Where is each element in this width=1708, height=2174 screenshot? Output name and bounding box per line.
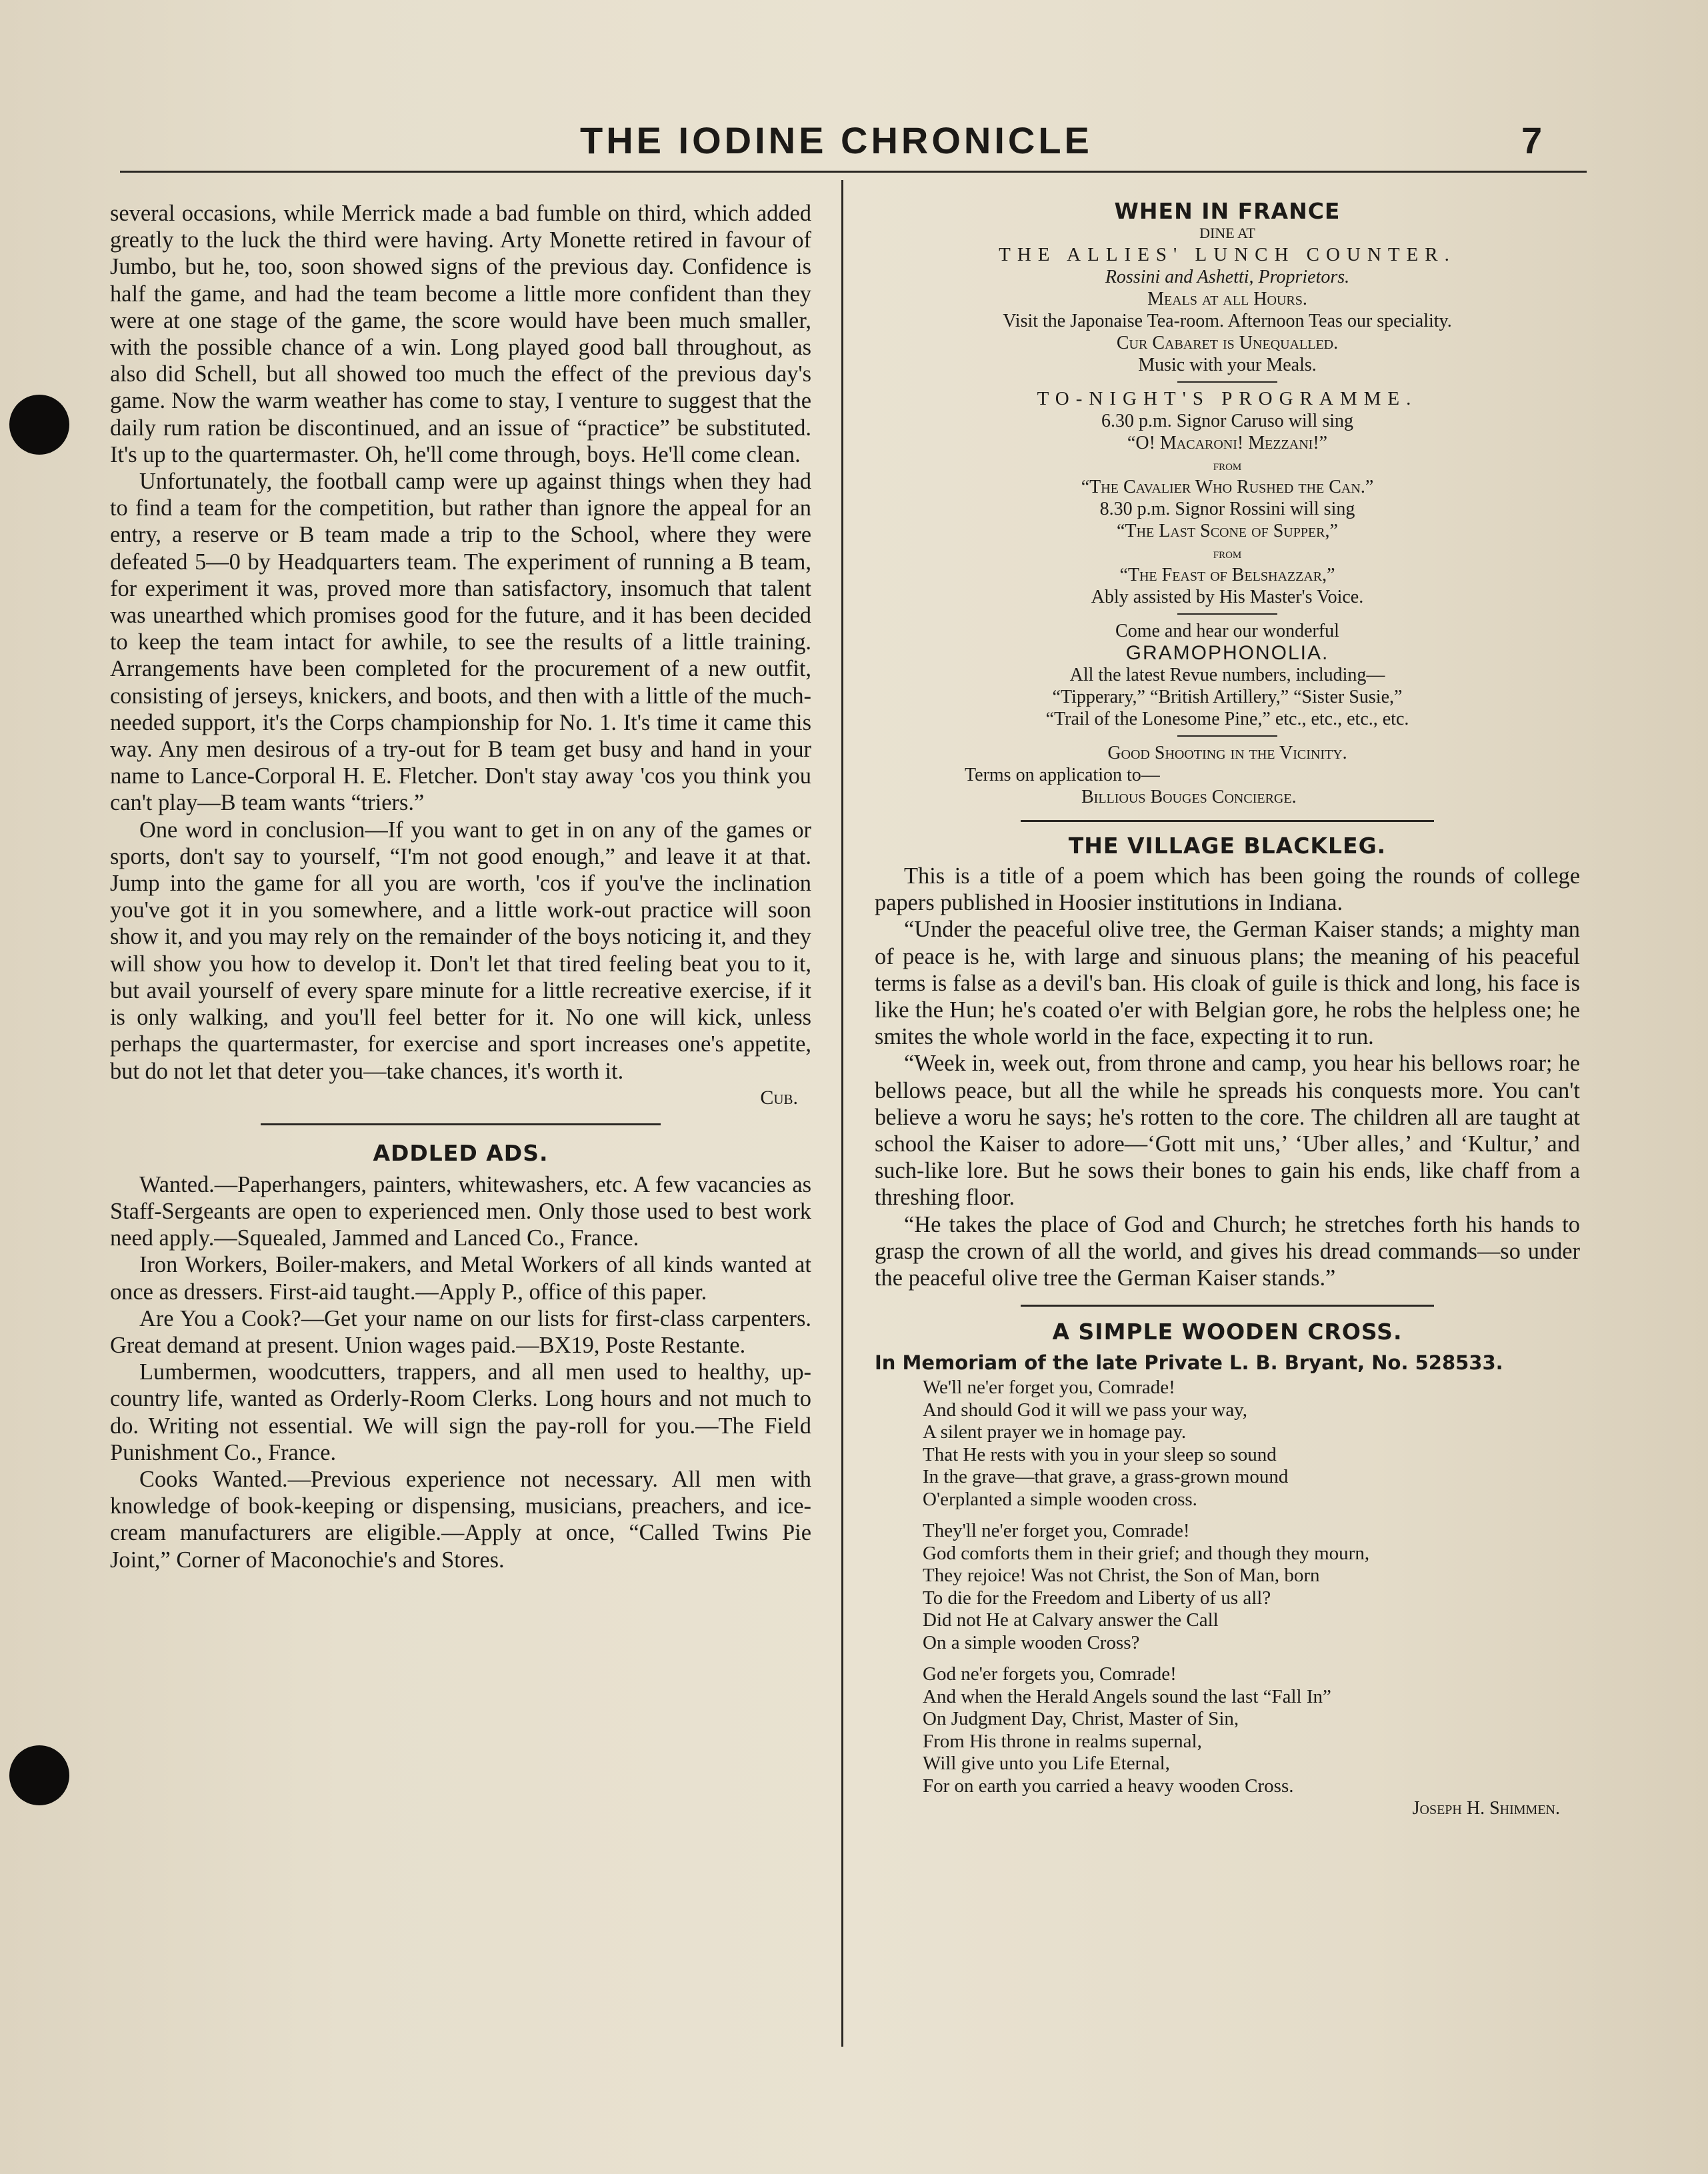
programme-title: TO-NIGHT'S PROGRAMME.: [1037, 388, 1418, 409]
wooden-cross-poem: [875, 1319, 1580, 1820]
poem-line: And when the Herald Angels sound the last “Fall In”: [923, 1685, 1331, 1707]
restaurant-name: THE ALLIES' LUNCH COUNTER.: [999, 244, 1456, 265]
column-divider: [841, 180, 843, 2047]
page-number: 7: [1521, 119, 1543, 161]
programme-line: “The Last Scone of Supper,”: [1117, 521, 1338, 541]
article-signature: Cub.: [760, 1086, 798, 1109]
poem-body: [923, 1377, 1580, 1820]
poem-line: To die for the Freedom and Liberty of us all?: [923, 1587, 1271, 1609]
article-paragraph: “He takes the place of God and Church; he stretches forth his hands to grasp the crown of all the world, and gives his dread commands—so under the peaceful olive tree the German Kaiser stands.”: [875, 1211, 1580, 1291]
ad-paragraph: Cooks Wanted.—Previous experience not necessary. All men with knowledge of book-keeping or dispensing, musicians, preachers, and ice-cream manufacturers are eligible.—Apply at once, “Called Twins Pie Joint,” Corner of Maconochie's and Stores.: [110, 1466, 811, 1573]
poem-line: O'erplanted a simple wooden cross.: [923, 1488, 1197, 1510]
article-paragraph: “Week in, week out, from throne and camp, you hear his bellows roar; he bellows peace, but all the while he spreads his conquests more. You can't believe a woru he says; he's rotten to the core. The children all are taught at school the Kaiser to adore—‘Gott mit uns,’ ‘Uber alles,’ and ‘Kultur,’ and such-like lore. But he sows their bones to gain his ends, like chaff from a threshing floor.: [875, 1051, 1580, 1211]
binder-hole: [9, 395, 69, 455]
poem-line: They'll ne'er forget you, Comrade!: [923, 1520, 1190, 1542]
programme-line: from: [1213, 457, 1242, 473]
gramophone-line: GRAMOPHONOLIA.: [1125, 642, 1329, 664]
poem-line: In the grave—that grave, a grass-grown mound: [923, 1466, 1289, 1488]
cabaret-line: Cur Cabaret is Unequalled.: [1116, 333, 1339, 353]
concierge-line: Billious Bouges Concierge.: [1081, 787, 1297, 807]
poem-line: For on earth you carried a heavy wooden Cross.: [923, 1775, 1294, 1797]
village-blackleg-title: THE VILLAGE BLACKLEG.: [1068, 833, 1387, 859]
poem-stanza: [923, 1663, 1580, 1797]
right-column: [875, 200, 1580, 1820]
programme-line: 6.30 p.m. Signor Caruso will sing: [1101, 411, 1353, 431]
ornament-rule: [1177, 381, 1277, 383]
poem-line: On a simple wooden Cross?: [923, 1631, 1140, 1653]
masthead-title: THE IODINE CHRONICLE: [580, 119, 1093, 161]
ad-paragraph: Lumbermen, woodcutters, trappers, and all men used to healthy, up-country life, wanted as Orderly-Room Clerks. Long hours and not much to do. Writing not essential. We will sign the pay-roll for you.—The Field Punishment Co., France.: [110, 1359, 811, 1465]
addled-ads-title: ADDLED ADS.: [373, 1139, 549, 1166]
france-advertisement: [875, 200, 1580, 808]
poem-line: Did not He at Calvary answer the Call: [923, 1609, 1219, 1631]
shooting-line: Good Shooting in the Vicinity.: [1107, 743, 1347, 763]
ornament-rule: [1177, 735, 1277, 737]
poem-line: That He rests with you in your sleep so sound: [923, 1443, 1277, 1465]
revue-line: “Trail of the Lonesome Pine,” etc., etc., etc., etc.: [1045, 709, 1409, 729]
poem-author: Joseph H. Shimmen.: [1412, 1798, 1560, 1819]
come-hear-line: Come and hear our wonderful: [1115, 621, 1339, 641]
village-blackleg-article: [875, 833, 1580, 1291]
france-ad-title: WHEN IN FRANCE: [1114, 198, 1341, 224]
revue-line: All the latest Revue numbers, including—: [1069, 665, 1385, 685]
ad-paragraph: Are You a Cook?—Get your name on our lists for first-class carpenters. Great demand at present. Union wages paid.—BX19, Poste Restante.: [110, 1305, 811, 1358]
memoriam-subtitle: In Memoriam of the late Private L. B. Bryant, No. 528533.: [875, 1351, 1503, 1375]
poem-line: They rejoice! Was not Christ, the Son of Man, born: [923, 1565, 1320, 1587]
terms-line: Terms on application to—: [965, 765, 1160, 785]
article-paragraph: several occasions, while Merrick made a bad fumble on third, which added greatly to the luck the third were having. Arty Monette retired in favour of Jumbo, but he, too, soon showed signs of the previous day. Confidence is half the game, and had the team become a little more confident than they were at one stage of the game, the score would have been much smaller, with the possible chance of a win. Long played good ball throughout, as also did Schell, but all showed too much the effect of the previous day's game. Now the warm weather has come to stay, I venture to suggest that the daily rum ration be discontinued, and an issue of “practice” be substituted. It's up to the quartermaster. Oh, he'll come through, boys. He'll come clean.: [110, 201, 811, 467]
article-paragraph: Unfortunately, the football camp were up against things when they had to find a team for the competition, but rather than ignore the appeal for an entry, a reserve or B team made a trip to the School, where they were defeated 5—0 by Headquarters team. The experiment of running a B team, for experiment it was, proved more than satisfactory, insomuch that talent was unearthed which promises good for the future, and it has been decided to keep the team intact for awhile, to see the results of a little training. Arrangements have been completed for the procurement of a new outfit, consisting of jerseys, knickers, and boots, and then with a little of the much-needed support, it's the Corps championship for No. 1. It's time it came this way. Any men desirous of a try-out for B team get busy and hand in your name to Lance-Corporal H. E. Fletcher. Don't stay away 'cos you think you can't play—B team wants “triers.”: [110, 469, 811, 816]
poem-line: A silent prayer we in homage pay.: [923, 1421, 1187, 1443]
poem-line: God comforts them in their grief; and though they mourn,: [923, 1542, 1370, 1564]
article-paragraph: One word in conclusion—If you want to get in on any of the games or sports, don't say to yourself, “I'm not good enough,” and leave it at that. Jump into the game for all you are worth, 'cos if you've the inclination you've got it in you somewhere, and a little work-out practice will soon show it, and you may rely on the remainder of the boys noticing it, and they will show you how to develop it. Don't let that tired feeling beat you to it, but avail yourself of every spare minute for a little recreative exercise, if it is only walking, and you'll feel better for it. No one will kick, unless perhaps the quartermaster, for exercise and sport increases one's appetite, but do not let that deter you—take chances, it's worth it.: [110, 817, 811, 1084]
programme-line: Ably assisted by His Master's Voice.: [1091, 587, 1364, 607]
dine-at-label: DINE AT: [1199, 225, 1255, 241]
poem-line: And should God it will we pass your way,: [923, 1399, 1248, 1421]
poem-line: On Judgment Day, Christ, Master of Sin,: [923, 1708, 1239, 1730]
section-rule: [1021, 1305, 1434, 1307]
left-column: [110, 200, 811, 1573]
ornament-rule: [1177, 613, 1277, 615]
revue-line: “Tipperary,” “British Artillery,” “Sister Susie,”: [1052, 687, 1403, 707]
tea-room-line: Visit the Japonaise Tea-room. Afternoon Teas our speciality.: [1003, 311, 1452, 331]
section-rule: [1021, 820, 1434, 822]
music-line: Music with your Meals.: [1138, 355, 1317, 375]
wooden-cross-title: A SIMPLE WOODEN CROSS.: [1052, 1319, 1403, 1345]
article-paragraph: “Under the peaceful olive tree, the German Kaiser stands; a mighty man of peace is he, with large and sinuous plans; the meaning of his peaceful terms is false as a devil's ban. His cloak of guile is thick and long, his face is like the Hun; he's coated o'er with Belgian gore, he robs the helpless one; he smites the whole world in the face, expecting it to run.: [875, 917, 1580, 1050]
header-rule: [120, 171, 1587, 173]
poem-stanza: [923, 1377, 1580, 1511]
programme-line: “The Feast of Belshazzar,”: [1119, 565, 1335, 585]
poem-line: We'll ne'er forget you, Comrade!: [923, 1377, 1175, 1399]
ad-paragraph: Iron Workers, Boiler-makers, and Metal Workers of all kinds wanted at once as dressers. First-aid taught.—Apply P., office of this paper.: [110, 1252, 811, 1305]
programme-line: from: [1213, 545, 1242, 561]
binder-hole: [9, 1745, 69, 1805]
poem-line: God ne'er forgets you, Comrade!: [923, 1663, 1177, 1685]
poem-line: From His throne in realms supernal,: [923, 1730, 1202, 1752]
programme-line: 8.30 p.m. Signor Rossini will sing: [1099, 499, 1355, 519]
programme-line: “O! Macaroni! Mezzani!”: [1127, 433, 1328, 453]
meals-line: Meals at all Hours.: [1147, 289, 1307, 309]
poem-line: Will give unto you Life Eternal,: [923, 1753, 1170, 1775]
programme-line: “The Cavalier Who Rushed the Can.”: [1081, 477, 1374, 497]
article-paragraph: This is a title of a poem which has been going the rounds of college papers published in Hoosier institutions in Indiana.: [875, 863, 1580, 916]
proprietors-line: Rossini and Ashetti, Proprietors.: [1105, 267, 1350, 287]
poem-stanza: [923, 1520, 1580, 1654]
section-rule: [261, 1123, 661, 1125]
ad-paragraph: Wanted.—Paperhangers, painters, whitewashers, etc. A few vacancies as Staff-Sergeants are open to experienced men. Only those used to best work need apply.—Squealed, Jammed and Lanced Co., France.: [110, 1171, 811, 1251]
